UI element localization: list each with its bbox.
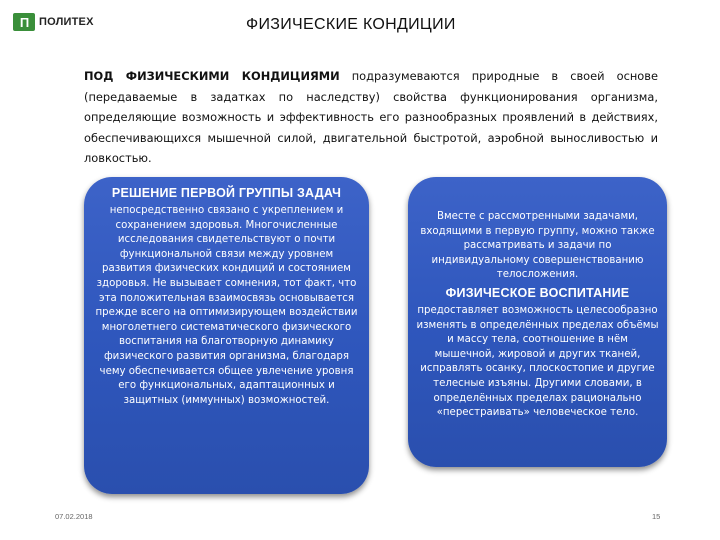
footer-date: 07.02.2018 bbox=[55, 512, 93, 521]
intro-lead: ПОД ФИЗИЧЕСКИМИ КОНДИЦИЯМИ bbox=[84, 69, 340, 83]
slide-title: ФИЗИЧЕСКИЕ КОНДИЦИИ bbox=[246, 16, 456, 33]
logo-mark-icon: П bbox=[13, 13, 35, 31]
intro-paragraph bbox=[84, 66, 658, 169]
page-number: 15 bbox=[652, 512, 661, 521]
intro-text: подразумеваются природные в своей основе (передаваемые в задатках по наследству) свойства функционирования организма, определяющие возможность и эффективность его разнообразных проявлений в действиях, обеспечивающихся мышечной силой, двигательной быстротой, аэробной выносливостью и ловкостью. bbox=[84, 69, 658, 165]
first-group-tasks-card bbox=[84, 177, 369, 494]
physical-education-body: предоставляет возможность целесообразно изменять в определённых пределах объёмы и массу тела, соотношение в нём мышечной, жировой и других тканей, исправлять осанку, плоскостопие и другие телесные изъяны. Другими словами, в определённых пределах рационально «перестраивать» человеческое тело. bbox=[416, 304, 659, 419]
first-group-body: непосредственно связано с укреплением и сохранением здоровья. Многочисленные исследования свидетельствуют о почти функциональной связи между уровнем развития физических кондиций и состоянием здоровья. Не вызывает сомнения, тот факт, что эта положительная взаимосвязь основывается прежде всего на оптимизирующем воздействии многолетнего систематического физического воспитания на благотворную динамику физического развития организма, благодаря чему обеспечивается общее увлечение уровня его функциональных, адаптационных и защитных (иммунных) возможностей. bbox=[95, 205, 358, 406]
physical-education-card bbox=[408, 177, 667, 467]
logo bbox=[13, 13, 94, 31]
logo-text: ПОЛИТЕХ bbox=[39, 16, 94, 28]
physical-education-heading: ФИЗИЧЕСКОЕ ВОСПИТАНИЕ bbox=[445, 285, 630, 300]
physical-education-intro: Вместе с рассмотренными задачами, входящими в первую группу, можно также рассматривать и задачи по индивидуальному совершенствованию телосложения. bbox=[420, 211, 655, 281]
first-group-heading: РЕШЕНИЕ ПЕРВОЙ ГРУППЫ ЗАДАЧ bbox=[111, 186, 342, 200]
